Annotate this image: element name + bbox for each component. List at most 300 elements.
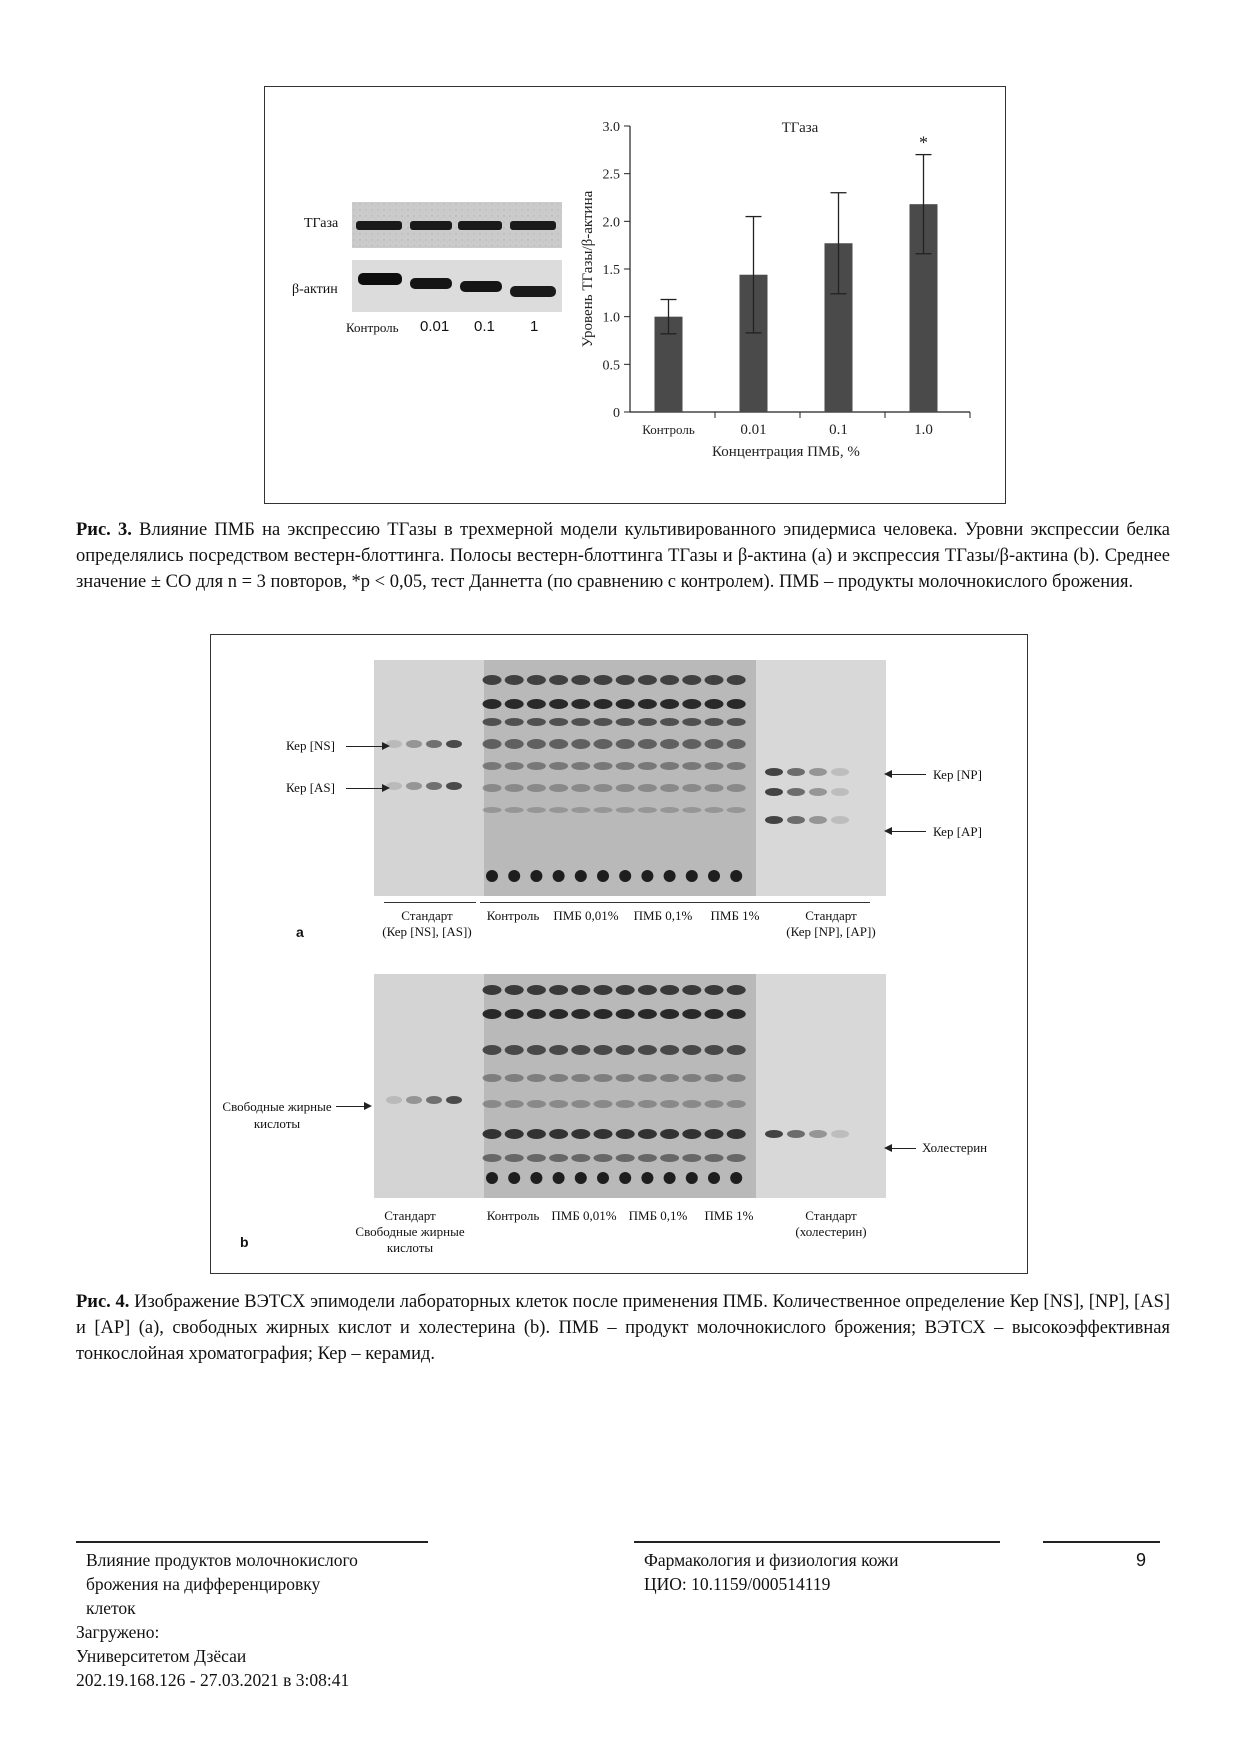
tgase-band-01 bbox=[458, 221, 502, 230]
band bbox=[705, 675, 724, 685]
band bbox=[505, 1100, 524, 1108]
band bbox=[594, 699, 613, 709]
band bbox=[549, 675, 568, 685]
band bbox=[505, 807, 524, 813]
arrowhead-free-fatty-acids bbox=[364, 1102, 372, 1110]
standard-spot-right bbox=[809, 816, 827, 824]
figure-4-caption bbox=[76, 1289, 1170, 1367]
band bbox=[549, 1045, 568, 1055]
band bbox=[571, 985, 590, 995]
blot-lane-01: 0.1 bbox=[474, 318, 495, 335]
band bbox=[483, 739, 502, 749]
standard-spot-right bbox=[765, 816, 783, 824]
band bbox=[483, 1129, 502, 1139]
band bbox=[483, 1100, 502, 1108]
band bbox=[549, 1100, 568, 1108]
band bbox=[616, 699, 635, 709]
band bbox=[682, 1129, 701, 1139]
standard-spot-left bbox=[446, 1096, 462, 1104]
group-a-standard-np-ap: Стандарт (Кер [NP], [AP]) bbox=[786, 908, 876, 939]
standard-spot-right bbox=[831, 768, 849, 776]
standard-spot-right bbox=[809, 768, 827, 776]
band bbox=[571, 1009, 590, 1019]
band bbox=[638, 1045, 657, 1055]
band bbox=[571, 762, 590, 770]
tgase-bar-chart bbox=[575, 110, 995, 480]
band bbox=[682, 675, 701, 685]
band bbox=[705, 1154, 724, 1162]
band bbox=[705, 1100, 724, 1108]
standard-spot-left bbox=[426, 1096, 442, 1104]
band bbox=[549, 739, 568, 749]
band bbox=[727, 718, 746, 726]
origin-spot bbox=[575, 870, 587, 882]
band bbox=[483, 985, 502, 995]
group-b-standard-ffa: Стандарт Свободные жирные кислоты bbox=[355, 1208, 465, 1255]
band bbox=[660, 1045, 679, 1055]
band bbox=[638, 739, 657, 749]
tgase-band-1 bbox=[510, 221, 556, 230]
band bbox=[638, 1074, 657, 1082]
arrowhead-ker-ap bbox=[884, 827, 892, 835]
band bbox=[660, 1129, 679, 1139]
band bbox=[705, 739, 724, 749]
arrow-cholesterol bbox=[888, 1148, 916, 1149]
band bbox=[549, 1154, 568, 1162]
band bbox=[549, 985, 568, 995]
band bbox=[705, 1129, 724, 1139]
band bbox=[638, 985, 657, 995]
band bbox=[505, 1045, 524, 1055]
band bbox=[527, 1009, 546, 1019]
group-b-pmb-01: ПМБ 0,1% bbox=[628, 1208, 688, 1223]
origin-spot bbox=[486, 870, 498, 882]
standard-spot-right bbox=[765, 788, 783, 796]
panel-a-letter: a bbox=[296, 924, 304, 940]
band bbox=[483, 1074, 502, 1082]
band bbox=[638, 1009, 657, 1019]
origin-spot bbox=[664, 870, 676, 882]
blot-lane-001: 0.01 bbox=[420, 318, 450, 335]
band bbox=[660, 762, 679, 770]
blot-label-actin: β-актин bbox=[292, 282, 338, 297]
chart-title: ТГаза bbox=[781, 120, 819, 136]
arrowhead-ker-as bbox=[382, 784, 390, 792]
band bbox=[727, 1009, 746, 1019]
origin-spot bbox=[664, 1172, 676, 1184]
y-tick-label: 2.0 bbox=[602, 215, 620, 231]
band bbox=[594, 718, 613, 726]
tlc-plate-b bbox=[374, 974, 886, 1198]
band bbox=[682, 1045, 701, 1055]
group-line-a-std1 bbox=[384, 902, 476, 903]
band bbox=[727, 807, 746, 813]
y-tick-label: 3.0 bbox=[602, 120, 620, 135]
standard-spot-left bbox=[406, 1096, 422, 1104]
group-a-pmb-001: ПМБ 0,01% bbox=[553, 908, 619, 923]
tgase-band-control bbox=[356, 221, 402, 230]
origin-spot bbox=[508, 1172, 520, 1184]
band bbox=[505, 1074, 524, 1082]
band bbox=[638, 718, 657, 726]
figure-3-caption-label: Рис. 3. bbox=[76, 520, 132, 540]
band bbox=[594, 739, 613, 749]
band bbox=[705, 762, 724, 770]
arrowhead-ker-np bbox=[884, 770, 892, 778]
origin-spot bbox=[686, 870, 698, 882]
band bbox=[571, 1045, 590, 1055]
footer-download-by: Университетом Дзёсаи bbox=[76, 1646, 247, 1666]
band bbox=[638, 784, 657, 792]
band bbox=[483, 699, 502, 709]
band bbox=[505, 675, 524, 685]
band bbox=[483, 1154, 502, 1162]
band bbox=[527, 718, 546, 726]
band bbox=[571, 1129, 590, 1139]
label-cholesterol: Холестерин bbox=[922, 1140, 988, 1155]
figure-4-caption-text: Изображение ВЭТСХ эпимодели лабораторных клеток после применения ПМБ. Количественное определение Кер [NS], [NP], [AS] и [AP] (а), свободных жирных кислот и холестерина (b). ПМБ – продукт молочнокислого брожения; ВЭТСХ – высокоэффективная тонкослойная хроматография; Кер – керамид. bbox=[76, 1292, 1171, 1364]
band bbox=[638, 675, 657, 685]
band bbox=[594, 1074, 613, 1082]
standard-spot-right bbox=[787, 768, 805, 776]
footer-rule-middle bbox=[634, 1541, 1000, 1543]
arrow-ker-ns bbox=[346, 746, 386, 747]
standard-spot-left bbox=[446, 782, 462, 790]
standard-spot-right bbox=[831, 1130, 849, 1138]
band bbox=[594, 807, 613, 813]
band bbox=[594, 675, 613, 685]
actin-band-control bbox=[358, 273, 402, 285]
origin-spot bbox=[730, 870, 742, 882]
band bbox=[594, 762, 613, 770]
standard-spot-left bbox=[386, 1096, 402, 1104]
band bbox=[682, 1074, 701, 1082]
band bbox=[727, 784, 746, 792]
band bbox=[483, 1045, 502, 1055]
band bbox=[616, 807, 635, 813]
group-line-a-rest bbox=[480, 902, 870, 903]
band bbox=[616, 675, 635, 685]
band bbox=[527, 675, 546, 685]
significance-marker: * bbox=[919, 132, 928, 153]
label-ker-ap: Кер [AP] bbox=[933, 824, 982, 839]
label-ker-ns: Кер [NS] bbox=[286, 738, 335, 753]
origin-spot bbox=[508, 870, 520, 882]
footer-download-label: Загружено: bbox=[76, 1622, 160, 1642]
band bbox=[549, 699, 568, 709]
band bbox=[660, 1009, 679, 1019]
origin-spot bbox=[597, 1172, 609, 1184]
band bbox=[527, 1129, 546, 1139]
band bbox=[660, 1154, 679, 1162]
band bbox=[549, 762, 568, 770]
band bbox=[505, 699, 524, 709]
group-a-pmb-1: ПМБ 1% bbox=[710, 908, 760, 923]
band bbox=[705, 784, 724, 792]
band bbox=[549, 784, 568, 792]
band bbox=[705, 1045, 724, 1055]
group-b-pmb-001: ПМБ 0,01% bbox=[551, 1208, 617, 1223]
band bbox=[594, 1100, 613, 1108]
standard-spot-left bbox=[406, 782, 422, 790]
standard-spot-right bbox=[787, 1130, 805, 1138]
band bbox=[705, 807, 724, 813]
group-a-pmb-01: ПМБ 0,1% bbox=[633, 908, 693, 923]
band bbox=[571, 675, 590, 685]
tgase-band-001 bbox=[410, 221, 452, 230]
band bbox=[682, 807, 701, 813]
band bbox=[505, 762, 524, 770]
footer-rule-left bbox=[76, 1541, 428, 1543]
band bbox=[616, 1045, 635, 1055]
band bbox=[505, 985, 524, 995]
band bbox=[527, 1045, 546, 1055]
figure-3-caption-text: Влияние ПМБ на экспрессию ТГазы в трехмерной модели культивированного эпидермиса человека. Уровни экспрессии белка определялись посредством вестерн-блоттинга. Полосы вестерн-блоттинга ТГазы и β-актина (а) и экспрессия ТГазы/β-актина (b). Среднее значение ± СО для n = 3 повторов, *p < 0,05, тест Даннетта (по сравнению с контролем). ПМБ – продукты молочнокислого брожения. bbox=[76, 520, 1170, 592]
band bbox=[505, 784, 524, 792]
band bbox=[549, 718, 568, 726]
band bbox=[660, 739, 679, 749]
band bbox=[483, 807, 502, 813]
band bbox=[616, 1009, 635, 1019]
band bbox=[682, 784, 701, 792]
band bbox=[527, 1154, 546, 1162]
band bbox=[483, 762, 502, 770]
band bbox=[682, 718, 701, 726]
plate-left-light bbox=[374, 974, 484, 1198]
band bbox=[594, 1129, 613, 1139]
band bbox=[527, 699, 546, 709]
group-a-control: Контроль bbox=[486, 908, 540, 923]
band bbox=[682, 1154, 701, 1162]
band bbox=[571, 784, 590, 792]
band bbox=[727, 1100, 746, 1108]
origin-spot bbox=[708, 1172, 720, 1184]
band bbox=[549, 1129, 568, 1139]
band bbox=[727, 762, 746, 770]
origin-spot bbox=[553, 1172, 565, 1184]
band bbox=[682, 1100, 701, 1108]
band bbox=[705, 699, 724, 709]
origin-spot bbox=[619, 1172, 631, 1184]
band bbox=[660, 699, 679, 709]
band bbox=[727, 985, 746, 995]
footer-rule-right bbox=[1043, 1541, 1160, 1543]
band bbox=[505, 718, 524, 726]
band bbox=[527, 784, 546, 792]
band bbox=[616, 718, 635, 726]
band bbox=[638, 1100, 657, 1108]
y-tick-label: 1.5 bbox=[602, 263, 620, 278]
x-tick-label: 0.01 bbox=[740, 422, 767, 438]
footer-journal: Фармакология и физиология кожи bbox=[644, 1550, 899, 1570]
origin-spot bbox=[597, 870, 609, 882]
band bbox=[571, 1154, 590, 1162]
x-tick-label: 1.0 bbox=[914, 422, 933, 438]
band bbox=[705, 718, 724, 726]
band bbox=[571, 739, 590, 749]
tlc-plate-a bbox=[374, 660, 886, 896]
band bbox=[505, 1129, 524, 1139]
standard-spot-left bbox=[446, 740, 462, 748]
band bbox=[682, 762, 701, 770]
band bbox=[594, 1154, 613, 1162]
standard-spot-right bbox=[831, 816, 849, 824]
y-tick-label: 1.0 bbox=[602, 310, 620, 326]
band bbox=[638, 762, 657, 770]
band bbox=[571, 807, 590, 813]
band bbox=[594, 1045, 613, 1055]
panel-b-letter: b bbox=[240, 1234, 249, 1250]
arrow-ker-np bbox=[888, 774, 926, 775]
arrowhead-ker-ns bbox=[382, 742, 390, 750]
band bbox=[727, 739, 746, 749]
band bbox=[483, 718, 502, 726]
group-b-standard-cholesterol: Стандарт (холестерин) bbox=[795, 1208, 867, 1239]
band bbox=[705, 1009, 724, 1019]
band bbox=[682, 985, 701, 995]
blot-lane-1: 1 bbox=[530, 318, 539, 335]
band bbox=[638, 1154, 657, 1162]
standard-spot-right bbox=[765, 1130, 783, 1138]
origin-spot bbox=[553, 870, 565, 882]
standard-spot-left bbox=[426, 740, 442, 748]
origin-spot bbox=[530, 1172, 542, 1184]
actin-band-001 bbox=[410, 278, 452, 289]
band bbox=[727, 1045, 746, 1055]
band bbox=[527, 1100, 546, 1108]
band bbox=[616, 784, 635, 792]
band bbox=[616, 1100, 635, 1108]
band bbox=[638, 1129, 657, 1139]
label-ker-np: Кер [NP] bbox=[933, 767, 982, 782]
plate-left-light bbox=[374, 660, 484, 896]
y-axis-label: Уровень ТГазы/β-актина bbox=[580, 190, 596, 348]
arrowhead-cholesterol bbox=[884, 1144, 892, 1152]
band bbox=[660, 807, 679, 813]
band bbox=[660, 985, 679, 995]
origin-spot bbox=[730, 1172, 742, 1184]
band bbox=[594, 784, 613, 792]
band bbox=[705, 1074, 724, 1082]
band bbox=[727, 1129, 746, 1139]
band bbox=[505, 739, 524, 749]
band bbox=[571, 699, 590, 709]
band bbox=[571, 1074, 590, 1082]
blot-label-tgase: ТГаза bbox=[304, 216, 339, 231]
band bbox=[682, 699, 701, 709]
band bbox=[549, 1009, 568, 1019]
footer-doi: ЦИО: 10.1159/000514119 bbox=[644, 1574, 831, 1594]
band bbox=[638, 807, 657, 813]
band bbox=[483, 784, 502, 792]
standard-spot-left bbox=[426, 782, 442, 790]
band bbox=[571, 1100, 590, 1108]
actin-band-01 bbox=[460, 281, 502, 292]
origin-spot bbox=[708, 870, 720, 882]
x-tick-label: Контроль bbox=[642, 422, 695, 437]
band bbox=[660, 784, 679, 792]
standard-spot-right bbox=[787, 816, 805, 824]
standard-spot-right bbox=[809, 1130, 827, 1138]
band bbox=[505, 1009, 524, 1019]
origin-spot bbox=[486, 1172, 498, 1184]
standard-spot-right bbox=[765, 768, 783, 776]
y-tick-label: 2.5 bbox=[602, 167, 620, 183]
band bbox=[727, 675, 746, 685]
standard-spot-right bbox=[809, 788, 827, 796]
band bbox=[660, 718, 679, 726]
group-b-pmb-1: ПМБ 1% bbox=[704, 1208, 754, 1223]
band bbox=[727, 699, 746, 709]
band bbox=[682, 1009, 701, 1019]
arrow-ker-ap bbox=[888, 831, 926, 832]
plate-right-light bbox=[756, 974, 886, 1198]
band bbox=[571, 718, 590, 726]
band bbox=[616, 1129, 635, 1139]
figure-3-caption bbox=[76, 517, 1170, 595]
band bbox=[594, 1009, 613, 1019]
standard-spot-right bbox=[787, 788, 805, 796]
x-axis-label: Концентрация ПМБ, % bbox=[712, 444, 860, 460]
origin-spot bbox=[641, 870, 653, 882]
origin-spot bbox=[641, 1172, 653, 1184]
y-tick-label: 0.5 bbox=[602, 358, 620, 374]
plate-right-light bbox=[756, 660, 886, 896]
band bbox=[527, 1074, 546, 1082]
arrow-ker-as bbox=[346, 788, 386, 789]
origin-spot bbox=[575, 1172, 587, 1184]
origin-spot bbox=[530, 870, 542, 882]
band bbox=[616, 1154, 635, 1162]
figure-4-caption-label: Рис. 4. bbox=[76, 1292, 130, 1312]
footer-article-title: Влияние продуктов молочнокислого брожения на дифференцировку клеток bbox=[86, 1550, 358, 1618]
band bbox=[682, 739, 701, 749]
blot-lane-control: Контроль bbox=[346, 320, 399, 335]
band bbox=[660, 1074, 679, 1082]
band bbox=[638, 699, 657, 709]
origin-spot bbox=[619, 870, 631, 882]
band bbox=[616, 739, 635, 749]
label-free-fatty-acids: Свободные жирные кислоты bbox=[222, 1099, 332, 1131]
footer-download-info: 202.19.168.126 - 27.03.2021 в 3:08:41 bbox=[76, 1670, 350, 1690]
band bbox=[527, 807, 546, 813]
band bbox=[727, 1154, 746, 1162]
band bbox=[527, 739, 546, 749]
band bbox=[483, 675, 502, 685]
x-tick-label: 0.1 bbox=[829, 422, 848, 438]
footer-page-number: 9 bbox=[1136, 1550, 1147, 1570]
y-tick-label: 0 bbox=[613, 406, 620, 421]
label-ker-as: Кер [AS] bbox=[286, 780, 335, 795]
band bbox=[527, 985, 546, 995]
group-a-standard-ns-as: Стандарт (Кер [NS], [AS]) bbox=[382, 908, 472, 939]
band bbox=[727, 1074, 746, 1082]
band bbox=[527, 762, 546, 770]
band bbox=[616, 762, 635, 770]
standard-spot-right bbox=[831, 788, 849, 796]
band bbox=[594, 985, 613, 995]
band bbox=[549, 807, 568, 813]
group-b-control: Контроль bbox=[486, 1208, 540, 1223]
band bbox=[616, 1074, 635, 1082]
actin-band-1 bbox=[510, 286, 556, 297]
origin-spot bbox=[686, 1172, 698, 1184]
band bbox=[549, 1074, 568, 1082]
standard-spot-left bbox=[406, 740, 422, 748]
band bbox=[616, 985, 635, 995]
band bbox=[505, 1154, 524, 1162]
band bbox=[660, 1100, 679, 1108]
